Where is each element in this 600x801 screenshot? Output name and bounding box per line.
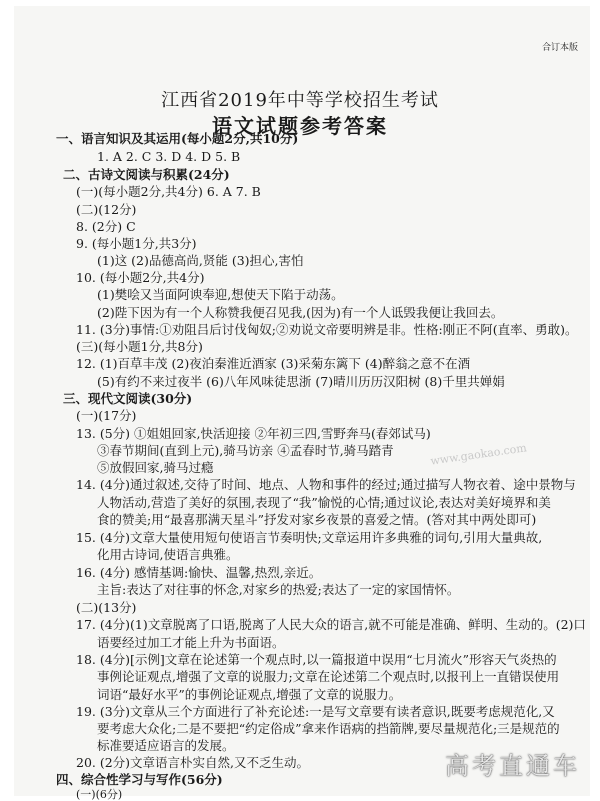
answer-line: 词语“最好水平”的事例论证观点,增强了文章的说服力。 — [97, 687, 402, 702]
answer-line: 1. A 2. C 3. D 4. D 5. B — [97, 149, 241, 164]
answer-line: (一)(6分) — [76, 788, 123, 801]
answer-line: 11. (3分)事情:①劝阻吕后讨伐匈奴;②劝说文帝要明辨是非。性格:刚正不阿(直率、勇敢)。 — [76, 322, 578, 337]
answer-line: 10. (每小题2分,共4分) — [76, 270, 205, 285]
answer-line: (三)(每小题1分,共8分) — [76, 339, 203, 354]
answer-line: (一)(17分) — [76, 408, 137, 423]
answer-line: 食的赞美;用“最喜那满天星斗”抒发对家乡夜景的喜爱之情。(答对其中两处即可) — [97, 512, 537, 527]
answer-line: 8. (2分) C — [76, 219, 136, 234]
answer-line: 要考虑大众化;二是不要把“约定俗成”拿来作语病的挡箭牌,要尽量规范化;三是规范的 — [97, 721, 560, 736]
answer-line: (二)(13分) — [76, 600, 137, 615]
answer-line: 16. (4分) 感情基调:愉快、温馨,热烈,亲近。 — [76, 565, 322, 580]
answer-line: 人物活动,营造了美好的氛围,表现了“我”愉悦的心情;通过议论,表达对美好境界和美 — [97, 495, 551, 510]
answer-line: (1)这 (2)品德高尚,贤能 (3)担心,害怕 — [97, 253, 304, 268]
edition-badge: 合订本版 — [541, 43, 578, 53]
brand-logo-text: 高考直通车 — [445, 752, 580, 780]
answer-line: 18. (4分)[示例]文章在论述第一个观点时,以一篇报道中误用“七月流火”形容天气炎热的 — [76, 652, 557, 667]
section-heading: 三、现代文阅读(30分) — [63, 391, 193, 406]
answer-line: 事例论证观点,增强了文章的说服力;文章在论述第二个观点时,以报刊上一直错误使用 — [97, 669, 560, 684]
answer-line: 语要经过加工才能上升为书面语。 — [97, 635, 285, 650]
answer-line: 12. (1)百草丰茂 (2)夜泊秦淮近酒家 (3)采菊东篱下 (4)醉翁之意不在酒 — [76, 356, 471, 371]
section-heading: 一、语言知识及其运用(每小题2分,共10分) — [56, 131, 299, 146]
answer-line: 20. (2分)文章语言朴实自然,又不乏生动。 — [76, 755, 310, 770]
answer-line: 9. (每小题1分,共3分) — [76, 236, 197, 251]
answer-line: (5)有约不来过夜半 (6)八年风味徒思浙 (7)晴川历历汉阳树 (8)千里共婵娟 — [97, 374, 505, 389]
answer-line: 化用古诗词,使语言典雅。 — [97, 547, 239, 562]
watermark-text: www.gaokao.com — [429, 441, 528, 468]
answer-line: 标准要适应语言的发展。 — [97, 738, 235, 753]
answer-line: 15. (4分)文章大量使用短句使语言节奏明快;文章运用许多典雅的词句,引用大量典故, — [76, 530, 543, 545]
section-heading: 二、古诗文阅读与积累(24分) — [63, 167, 230, 182]
answer-line: 13. (5分) ①姐姐回家,快活迎接 ②年初三四,雪野奔马(春郊试马) — [76, 426, 431, 441]
answer-line: (2)陛下因为有一个人称赞我便召见我,(因为)有一个人诋毁我便让我回去。 — [97, 305, 504, 320]
answer-line: 主旨:表达了对往事的怀念,对家乡的热爱;表达了一定的家国情怀。 — [97, 582, 460, 597]
answer-line: ⑤放假回家,骑马过瘾 — [97, 460, 214, 475]
answer-line: 14. (4分)通过叙述,交待了时间、地点、人物和事件的经过;通过描写人物衣着、途中景物与 — [76, 477, 576, 492]
document-title: 语文试题参考答案 — [212, 114, 388, 138]
answer-line: (1)樊哙又当面阿谀奉迎,想使天下陷于动荡。 — [97, 287, 344, 302]
exam-title: 江西省2019年中等学校招生考试 — [161, 90, 439, 111]
answer-line: 17. (4分)(1)文章脱离了口语,脱离了人民大众的语言,就不可能是准确、鲜明、生动的。(2)口 — [76, 617, 586, 632]
section-heading: 四、综合性学习与写作(56分) — [56, 772, 223, 787]
answer-line: ③春节期间(直到上元),骑马访亲 ④孟春时节,骑马踏青 — [97, 443, 394, 458]
answer-line: (二)(12分) — [76, 202, 137, 217]
answer-line: (一)(每小题2分,共4分) 6. A 7. B — [76, 184, 261, 199]
answer-line: 19. (3分)文章从三个方面进行了补充论述:一是写文章要有读者意识,既要考虑规范化,又 — [76, 704, 555, 719]
